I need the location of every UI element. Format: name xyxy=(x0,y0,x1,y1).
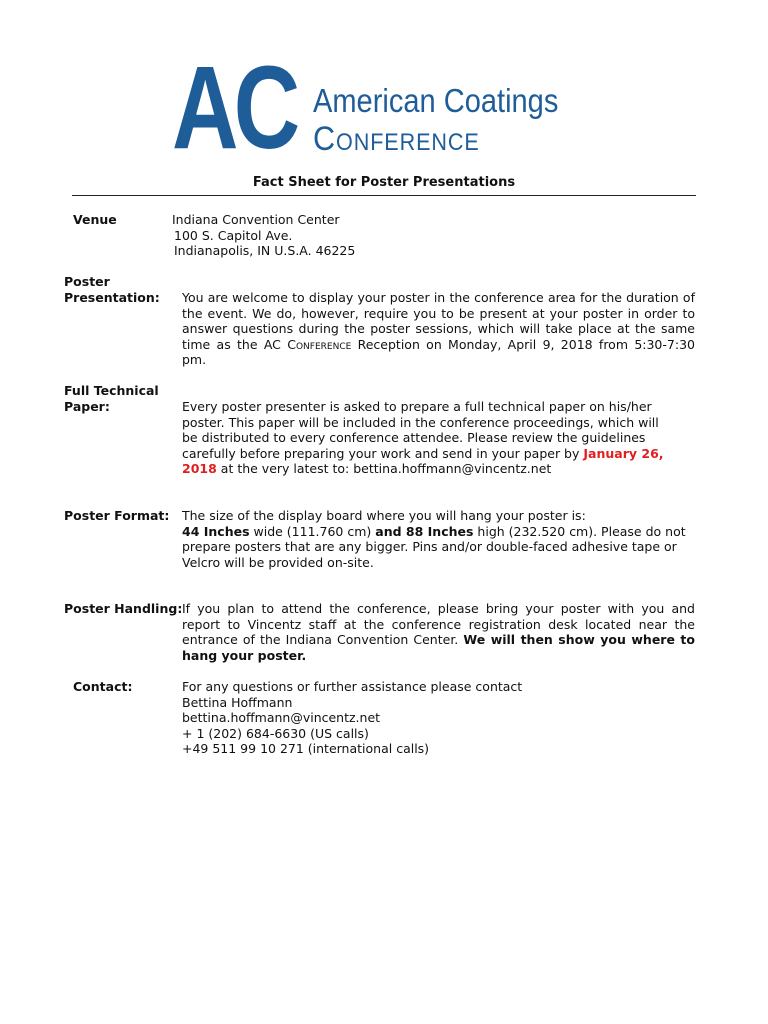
paper-text-line: at the very latest to: bettina.hoffmann@vincentz.net xyxy=(220,461,552,476)
contact-name: Bettina Hoffmann xyxy=(182,694,293,710)
contact-phone-us: + 1 (202) 684-6630 (US calls) xyxy=(182,725,369,741)
poster-format-text xyxy=(182,508,695,570)
poster-presentation-label xyxy=(64,274,160,305)
poster-handling-text xyxy=(182,601,695,663)
contact-label: Contact: xyxy=(73,679,133,694)
presentation-text: You are welcome to display your poster in the conference area for the duration of the event. We do, however, require you to be present at your poster in order to answer questions during the poster sessions, which will take place at the same time as the AC xyxy=(182,290,695,352)
deadline-date: January 26, xyxy=(583,445,664,461)
venue-line: 100 S. Capitol Ave. xyxy=(174,227,293,243)
format-text: wide (111.760 cm) xyxy=(253,523,372,539)
label-line: Presentation: xyxy=(64,289,160,305)
label-line: Full Technical xyxy=(64,383,159,398)
presentation-text-end: Reception on Monday, April 9, 2018 from 5:30-7:30 pm. xyxy=(182,336,695,367)
conference-smallcaps: Conference xyxy=(287,336,352,352)
paper-text-line: carefully before preparing your work and send in your paper by xyxy=(182,445,580,461)
logo-mark: AC xyxy=(172,42,296,174)
technical-paper-text xyxy=(182,399,695,477)
contact-details xyxy=(182,679,695,757)
poster-presentation-text xyxy=(182,290,695,368)
venue-line: Indianapolis, IN U.S.A. 46225 xyxy=(174,243,356,258)
label-line: Paper: xyxy=(64,398,110,414)
contact-phone-intl: +49 511 99 10 271 (international calls) xyxy=(182,741,430,756)
venue-label: Venue xyxy=(73,212,117,227)
paper-text-line: be distributed to every conference attendee. Please review the guidelines xyxy=(182,430,646,445)
logo-name-line1: American Coatings xyxy=(313,82,559,119)
handling-text: If you plan to attend the conference, please bring your poster with you and report to Vincentz staff at the conference registration desk located near the entrance of the Indiana Convention Center. xyxy=(182,601,695,647)
venue-line: Indiana Convention Center xyxy=(172,212,340,227)
conference-logo xyxy=(172,42,602,174)
poster-format-label: Poster Format: xyxy=(64,508,170,523)
label-line: Poster xyxy=(64,274,110,289)
title-divider xyxy=(72,195,696,196)
handling-bold-text: We will then show you where to hang your poster. xyxy=(182,632,695,663)
document-title: Fact Sheet for Poster Presentations xyxy=(252,175,516,190)
paper-text-line: Every poster presenter is asked to prepare a full technical paper on his/her xyxy=(182,399,652,414)
format-text: high (232.520 cm). Please do not xyxy=(477,523,686,539)
format-text-line: prepare posters that are any bigger. Pins and/or double-faced adhesive tape or xyxy=(182,539,677,554)
logo-name-line2: Conference xyxy=(313,120,480,158)
format-text-line: The size of the display board where you will hang your poster is: xyxy=(182,508,586,523)
contact-email[interactable]: bettina.hoffmann@vincentz.net xyxy=(182,710,381,725)
contact-intro: For any questions or further assistance please contact xyxy=(182,679,523,694)
format-text-line: Velcro will be provided on-site. xyxy=(182,554,374,570)
venue-address xyxy=(172,212,692,259)
board-width: 44 Inches xyxy=(182,523,250,539)
poster-handling-label: Poster Handling: xyxy=(64,601,183,616)
board-height: and 88 Inches xyxy=(375,523,474,539)
paper-text-line: poster. This paper will be included in the conference proceedings, which will xyxy=(182,414,659,430)
deadline-year: 2018 xyxy=(182,461,217,476)
technical-paper-label xyxy=(64,383,159,414)
